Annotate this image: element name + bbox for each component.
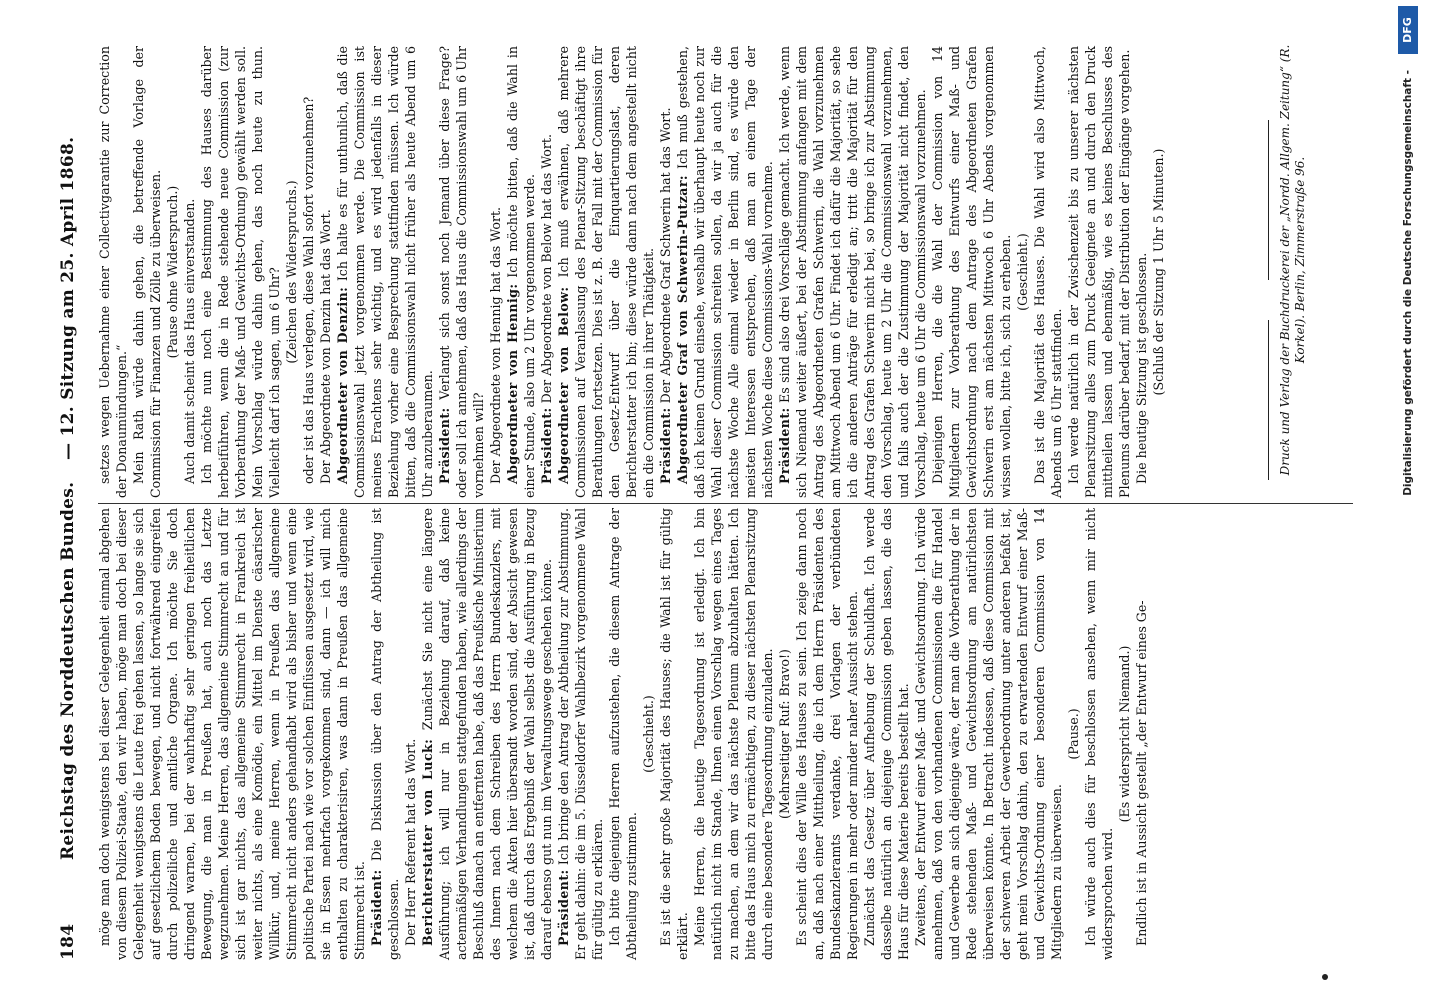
paragraph xyxy=(487,46,504,498)
paragraph xyxy=(96,508,368,960)
paragraph-text: (Zeichen des Widerspruchs.) xyxy=(284,180,299,364)
paragraph-text: Ich halte es für unthunlich, daß die Commissionswahl jetzt vorgenommen werde. Die Commission ist meines Erachtens sehr wichtig, und es wird jedenfalls in dieser Beziehung vorher eine Besprechung stattfinden müssen. Ich würde bitten, daß die Commissionswahl nicht früher als heute Abend um 6 Uhr anzuberaumen. xyxy=(335,46,435,498)
paragraph-text: (Schluß der Sitzung 1 Uhr 5 Minuten.) xyxy=(1151,148,1166,396)
running-title-left: Reichstag des Norddeutschen Bundes. xyxy=(58,481,78,860)
paragraph-text: Ich möchte nun noch eine Bestimmung des Hauses darüber herbeiführen, wenn die in Rede stehende neue Commission (zur Vorberathung der Maß- und Gewichts-Ordnung) gewählt werden soll. Mein Vorschlag würde dahin gehen, das noch heute zu thun. Vielleicht darf ich sagen, um 6 Uhr? xyxy=(199,46,282,498)
paragraph xyxy=(283,46,300,498)
text-column-left xyxy=(96,508,1150,960)
speaker-name: Abgeordneter von Below: xyxy=(556,286,571,484)
paragraph xyxy=(1065,508,1082,960)
paragraph-text: Verlangt sich sonst noch Jemand über diese Frage? oder soll ich annehmen, daß das Haus die Commissionswahl um 6 Uhr vornehmen will? xyxy=(437,46,486,498)
paragraph-text: Mein Rath würde dahin gehen, die betreffende Vorlage der Commission für Finanzen und Zölle zu überweisen. xyxy=(131,46,163,498)
paragraph xyxy=(555,46,657,498)
paragraph xyxy=(776,508,793,960)
paragraph xyxy=(504,46,538,498)
paragraph-text: Es sind also drei Vorschläge gemacht. Ich werde, wenn sich Niemand weiter äußert, bei der Abstimmung anfangen mit dem Antrag des Abgeordneten Grafen Schwerin, die Wahl vorzunehmen am Mittwoch Abend um 6 Uhr. Findet ich dafür die Majorität, so sehe ich die anderen Anträge für erledigt an; tritt die Majorität für den Antrag des Grafen Schwerin nicht bei, so bringe ich zur Abstimmung den Vorschlag, heute um 2 Uhr die Commissionswahl vorzunehmen, und falls auch der die Zustimmung der Majorität nicht findet, den Vorschlag, heute um 6 Uhr die Commissionswahl vorzunehmen. xyxy=(777,46,928,498)
paragraph-text: Es scheint dies der Wille des Hauses zu sein. Ich zeige dann noch an, daß nach einer Mittheilung, die ich dem Herrn Präsidenten des Bundeskanzleramts verdanke, drei Vorlagen der verbündeten Regierungen in mehr oder minder naher Aussicht stehen. xyxy=(794,508,860,960)
paragraph-text: Der Abgeordnete Graf Schwerin hat das Wort. xyxy=(658,107,673,408)
paragraph xyxy=(300,46,317,498)
paragraph xyxy=(1014,46,1031,498)
paragraph xyxy=(912,508,1065,960)
footer-rule xyxy=(1268,320,1269,480)
paragraph xyxy=(861,508,912,960)
paragraph-text: (Geschieht.) xyxy=(641,695,656,773)
scan-speck xyxy=(1322,974,1328,980)
paragraph xyxy=(1133,46,1150,498)
paragraph xyxy=(929,46,1014,498)
paragraph xyxy=(130,46,164,498)
paragraph-text: (Geschieht.) xyxy=(1015,233,1030,311)
paragraph-text: Meine Herren, die heutige Tagesordnung ist erledigt. Ich bin natürlich nicht im Stande, Ihnen einen Vorschlag wegen eines Tages zu machen, an dem wir das nächste Plenum abzuhalten hätten. Ich bitte das Haus mich zu ermächtigen, zu dieser nächsten Plenarsitzung durch eine besondere Tagesordnung einzuladen. xyxy=(692,508,775,960)
paragraph-text: Der Abgeordnete von Below hat das Wort. xyxy=(539,134,554,408)
speaker-name: Berichterstatter von Luck: xyxy=(420,738,435,946)
speaker-name: Abgeordneter von Denzin: xyxy=(335,286,350,484)
paragraph xyxy=(317,46,334,498)
speaker-name: Präsident: xyxy=(777,407,792,484)
paragraph-text: Zunächst Sie nicht eine längere Ausführung; ich will nur in Beziehung darauf, daß keine actenmäßigen Verhandlungen stattgefunden haben, wie allerdings der Beschluß danach an entfernten habe, daß das Preußische Ministerium des Innern nach dem Schreiben des Herrn Bundeskanzlers, mit welchem die Akten hier übersandt worden sind, der Absicht gewesen ist, daß durch das Ergebniß der Wahl selbst die Ausführung in Bezug darauf ebenso gut nun im Verwaltungswege geschehen könne. xyxy=(420,508,554,960)
paragraph xyxy=(334,46,436,498)
paragraph-text: Ich werde natürlich in der Zwischenzeit bis zu unserer nächsten Plenarsitzung alles zum Druck Geeignete an und durch den Druck mittheilen lassen und ebenmäßig, wie es keines Beschlusses des Plenums darüber bedarf, mit der Distribution der Eingänge vorgehen. xyxy=(1066,46,1132,498)
credit-text: Digitalisierung gefördert durch die Deutsche Forschungsgemeinschaft - xyxy=(1402,70,1414,496)
paragraph-text: Ich würde auch dies für beschlossen ansehen, wenn mir nicht widersprochen wird. xyxy=(1083,508,1115,960)
speaker-name: Präsident: xyxy=(539,407,554,484)
paragraph-text: Die Diskussion über den Antrag der Abtheilung ist geschlossen. xyxy=(369,508,401,960)
paragraph xyxy=(1116,508,1133,960)
paragraph xyxy=(640,508,657,960)
paragraph xyxy=(96,46,130,498)
paragraph-text: möge man doch wenigstens bei dieser Gelegenheit einmal abgehen von diesem Polizei-Staate, den wir haben, möge man doch bei dieser Gelegenheit wenigstens die Leute frei gehen lassen, so lange sie sich auf gesetzlichem Boden bewegen, und nicht fortwährend eingreifen durch polizeiliche und amtliche Organe. Ich möchte Sie doch dringend warnen, bei der wahrhaftig sehr geringen freiheitlichen Bewegung, die man in Preußen hat, auch noch das Letzte wegzunehmen. Meine Herren, das allgemeine Stimmrecht an und für sich ist gar nichts, das allgemeine Stimmrecht in Frankreich ist weiter nichts, als eine Komödie, ein Mittel im Dienste cäsarischer Willkür, und, meine Herren, wenn in Preußen das allgemeine Stimmrecht nicht anders gehandhabt wird als bisher und wenn eine politische Partei nach wie vor solchen Einflüssen ausgesetzt wird, wie sie in Essen mehrfach vorgekommen sind, dann — ich will mich enthalten zu charakterisiren, was dann in Preußen das allgemeine Stimmrecht ist. xyxy=(97,508,367,960)
paragraph xyxy=(776,46,929,498)
paragraph-text: Ich muß gestehen, daß ich keinen Grund einsehe, weshalb wir überhaupt heute noch zur Wahl dieser Commission schreiten sollen, da wir ja auch für die nächste Woche Alle einmal wieder in Berlin sind, es würde den meisten Interessen entsprechen, daß man an einem Tage der nächsten Woche diese Commissions-Wahl vornehme. xyxy=(675,46,775,498)
paragraph-text: Zweitens, der Entwurf einer Maß- und Gewichtsordnung. Ich würde annehmen, daß von den vorhandenen Commissionen die für Handel und Gewerbe an sich diejenige wäre, der man die Vorberathung der in Rede stehenden Maß- und Gewichtsordnung am natürlichsten überweisen könnte. In Betracht indessen, daß diese Commission mit der schweren Arbeit der Gewerbeordnung unter anderen befaßt ist, geht mein Vorschlag dahin, den zu erwartenden Entwurf einer Maß- und Gewichts-Ordnung einer besonderen Commission von 14 Mitgliedern zu überweisen. xyxy=(913,508,1064,960)
paragraph xyxy=(1082,508,1116,960)
running-title-right: — 12. Sitzung am 25. April 1868. xyxy=(58,136,78,460)
paragraph-text: (Pause ohne Widerspruch.) xyxy=(165,185,180,359)
paragraph xyxy=(657,508,691,960)
page-header xyxy=(54,40,90,960)
paragraph xyxy=(402,508,419,960)
paragraph-text: Ich bitte diejenigen Herren aufzustehen, die diesem Antrage der Abtheilung zustimmen. xyxy=(607,508,639,960)
paragraph-text: Zunächst das Gesetz über Aufhebung der Schuldhaft. Ich werde dasselbe natürlich an diejenige Commission geben lassen, die das Haus für diese Materie bereits bestellt hat. xyxy=(862,508,911,960)
paragraph xyxy=(198,46,283,498)
paragraph xyxy=(657,46,674,498)
paragraph-text: Ich muß erwähnen, daß mehrere Commissionen auf Veranlassung des Plenar-Sitzung beschäftigt ihre Berathungen fortsetzen. Dies ist z. B. der Fall mit der Commission für den Gesetz-Entwurf über die Einquartierungslast, deren Berichterstatter ich bin; diese würde dann nach dem angestellt nicht ein die Commission in ihrer Thätigkeit. xyxy=(556,45,656,498)
paragraph xyxy=(1031,46,1065,498)
digitization-credit xyxy=(1398,0,1420,1000)
paragraph-text: Der Abgeordnete von Denzin hat das Wort. xyxy=(318,209,333,484)
dfg-logo: DFG xyxy=(1398,6,1418,54)
paragraph-text: (Pause.) xyxy=(1066,708,1081,760)
speaker-name: Präsident: xyxy=(658,407,673,484)
paragraph xyxy=(1133,508,1150,960)
speaker-name: Abgeordneter Graf von Schwerin-Putzar: xyxy=(675,175,690,484)
paragraph-text: Der Abgeordnete von Hennig hat das Wort. xyxy=(488,206,503,484)
paragraph xyxy=(606,508,640,960)
paragraph xyxy=(555,508,606,960)
paragraph-text: Diejenigen Herren, die die Wahl der Commission von 14 Mitgliedern zur Vorberathung des Entwurfs einer Maß- und Gewichtsordnung nach dem Antrage des Abgeordneten Grafen Schwerin erst am nächsten Mittwoch 6 Uhr Abends vorgenommen wissen wollen, bitte ich, sich zu erheben. xyxy=(930,46,1013,498)
paragraph-text: Endlich ist in Aussicht gestellt „der Entwurf eines Ge- xyxy=(1134,600,1149,946)
paragraph xyxy=(181,46,198,498)
paragraph-text: (Es widerspricht Niemand.) xyxy=(1117,645,1132,823)
speaker-name: Präsident: xyxy=(369,869,384,946)
speaker-name: Präsident: xyxy=(437,407,452,484)
paragraph-text: Auch damit scheint das Haus einverstanden. xyxy=(182,198,197,484)
speaker-name: Abgeordneter von Hennig: xyxy=(505,283,520,484)
paragraph-text: (Mehrseitiger Ruf: Bravo!) xyxy=(777,649,792,819)
paragraph xyxy=(419,508,555,960)
paragraph xyxy=(368,508,402,960)
paragraph xyxy=(436,46,487,498)
paragraph xyxy=(538,46,555,498)
paragraph xyxy=(1065,46,1133,498)
column-divider xyxy=(98,503,1353,504)
paragraph-text: Ich bringe den Antrag der Abtheilung zur Abstimmung. Er geht dahin: die im 5. Düsseldorfer Wahlbezirk vorgenommene Wahl für gültig zu erklären. xyxy=(556,508,605,960)
paragraph-text: Es ist die sehr große Majorität des Hauses; die Wahl ist für gültig erklärt. xyxy=(658,508,690,960)
text-column-right xyxy=(96,46,1167,498)
paragraph-text: setzes wegen Uebernahme einer Collectivgarantie zur Correction der Donaumündungen.“ xyxy=(97,46,129,498)
paragraph xyxy=(164,46,181,498)
paragraph-text: oder ist das Haus verlegen, diese Wahl sofort vorzunehmen? xyxy=(301,96,316,484)
paragraph-text: Das ist die Majorität des Hauses. Die Wahl wird also Mittwoch, Abends um 6 Uhr stattfinden. xyxy=(1032,46,1064,498)
printer-imprint: Druck und Verlag der Buchdruckerei der „Nordd. Allgem. Zeitung“ (R. Korkel). Berlin, Zimmerstraße 96. xyxy=(1278,44,1307,476)
paragraph xyxy=(793,508,861,960)
paragraph xyxy=(1150,46,1167,498)
paragraph-text: Die heutige Sitzung ist geschlossen. xyxy=(1134,252,1149,484)
paragraph xyxy=(691,508,776,960)
speaker-name: Präsident: xyxy=(556,869,571,946)
paragraph-text: Ich möchte bitten, daß die Wahl in einer Stunde, also um 2 Uhr vorgenommen werde. xyxy=(505,46,537,498)
page-number: 184 xyxy=(58,923,78,960)
footer-rule xyxy=(1268,120,1269,280)
paragraph xyxy=(674,46,776,498)
paragraph-text: Der Herr Referent hat das Wort. xyxy=(403,738,418,946)
